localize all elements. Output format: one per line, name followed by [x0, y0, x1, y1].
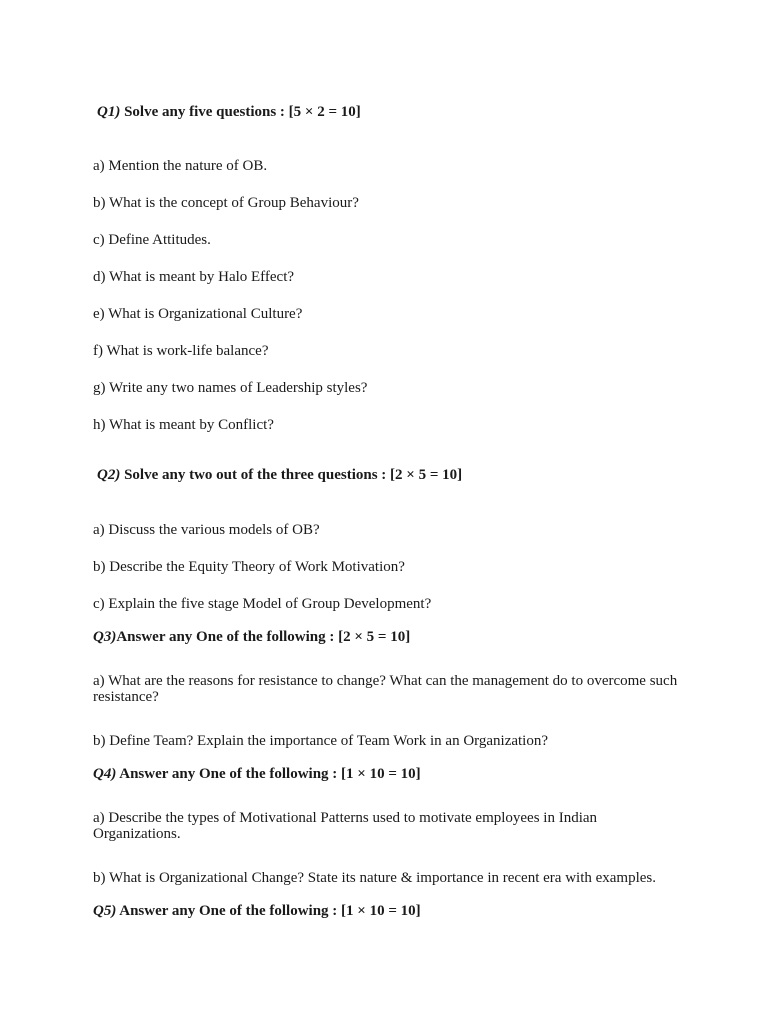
question-number: Q1) — [97, 104, 121, 120]
question-item: b) Define Team? Explain the importance of Team Work in an Organization? — [93, 733, 549, 749]
question-number: Q5) — [93, 903, 117, 919]
question-heading — [97, 467, 697, 483]
question-number: Q2) — [97, 467, 121, 483]
question-title: Answer any One of the following : [1 × 10 = 10] — [116, 903, 421, 919]
question-item: c) Define Attitudes. — [93, 232, 211, 248]
question-heading — [93, 766, 693, 782]
question-item: b) Describe the Equity Theory of Work Motivation? — [93, 559, 405, 575]
question-number: Q3) — [93, 629, 117, 645]
question-item: a) What are the reasons for resistance to change? What can the management do to overcome such resistance? — [93, 673, 678, 705]
question-title: Solve any two out of the three questions : [2 × 5 = 10] — [120, 467, 463, 483]
question-item: d) What is meant by Halo Effect? — [93, 269, 295, 285]
question-item: e) What is Organizational Culture? — [93, 306, 303, 322]
question-title: Answer any One of the following : [2 × 5 = 10] — [116, 629, 411, 645]
question-heading — [93, 629, 693, 645]
question-item: b) What is Organizational Change? State its nature & importance in recent era with examples. — [93, 870, 657, 886]
question-title: Solve any five questions : [5 × 2 = 10] — [120, 104, 361, 120]
question-item: f) What is work-life balance? — [93, 343, 269, 359]
question-item: a) Discuss the various models of OB? — [93, 522, 320, 538]
question-item: h) What is meant by Conflict? — [93, 417, 274, 433]
question-heading — [93, 903, 693, 919]
question-item: b) What is the concept of Group Behaviour? — [93, 195, 359, 211]
question-title: Answer any One of the following : [1 × 10 = 10] — [116, 766, 421, 782]
question-number: Q4) — [93, 766, 117, 782]
question-heading — [97, 104, 697, 120]
question-item: g) Write any two names of Leadership styles? — [93, 380, 368, 396]
question-item: c) Explain the five stage Model of Group Development? — [93, 596, 432, 612]
question-item: a) Describe the types of Motivational Patterns used to motivate employees in Indian Organizations. — [93, 810, 598, 842]
question-item: a) Mention the nature of OB. — [93, 158, 268, 174]
